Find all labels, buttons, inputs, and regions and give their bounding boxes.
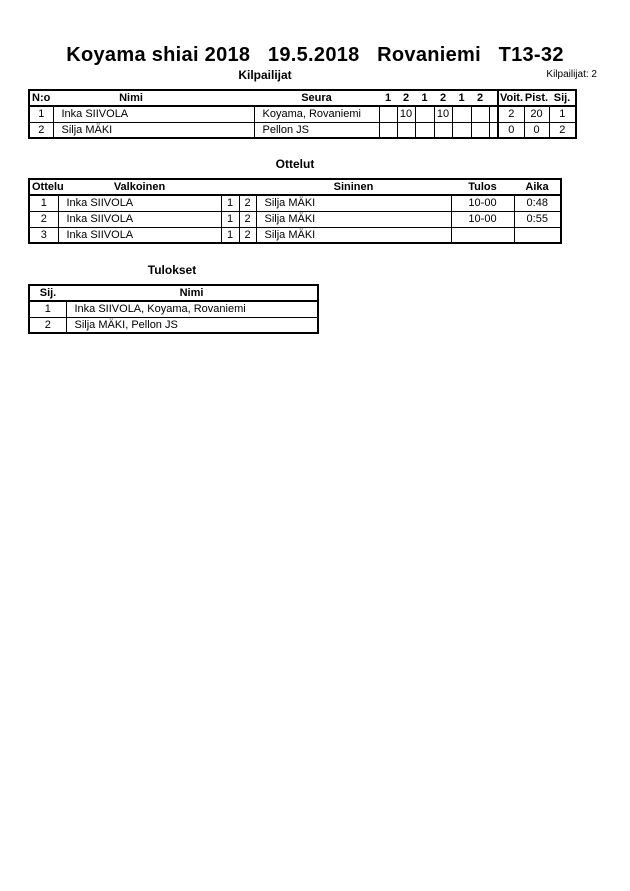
match-no-cell: 2 <box>29 211 58 227</box>
header-score-6: 2 <box>471 90 489 106</box>
wins-cell: 0 <box>498 122 524 138</box>
spacer-cell <box>489 106 498 122</box>
results-table <box>28 284 319 334</box>
score-cell <box>434 122 452 138</box>
header-pist: Pist. <box>524 92 549 104</box>
score-cell <box>452 122 471 138</box>
place-cell: 1 <box>29 301 66 317</box>
competitors-count: Kilpailijat: 2 <box>546 69 597 80</box>
header-no: N:o <box>29 90 53 106</box>
points-cell: 0 <box>524 122 549 138</box>
time-cell <box>514 227 561 243</box>
club-cell: Pellon JS <box>254 122 379 138</box>
competitors-header-row <box>29 90 576 106</box>
result-cell: 10-00 <box>451 195 514 211</box>
score-cell <box>379 106 397 122</box>
matches-table <box>28 178 562 244</box>
white-number-cell: 1 <box>221 195 239 211</box>
header-score-2: 2 <box>397 90 415 106</box>
header-score-1: 1 <box>379 90 397 106</box>
club-cell: Koyama, Rovaniemi <box>254 106 379 122</box>
score-cell <box>415 106 434 122</box>
score-cell <box>471 106 489 122</box>
score-cell: 10 <box>397 106 415 122</box>
header-aika: Aika <box>514 179 561 195</box>
no-cell: 1 <box>29 106 53 122</box>
header-tulos: Tulos <box>451 179 514 195</box>
score-cell <box>397 122 415 138</box>
header-sininen: Sininen <box>256 179 451 195</box>
white-name-cell: Inka SIIVOLA <box>58 211 221 227</box>
header-ottelu: Ottelu <box>29 179 58 195</box>
white-name-cell: Inka SIIVOLA <box>58 195 221 211</box>
competitors-table <box>28 89 577 139</box>
matches-heading: Ottelut <box>275 157 315 171</box>
name-cell: Silja MÄKI <box>53 122 254 138</box>
header-score-3: 1 <box>415 90 434 106</box>
score-cell <box>415 122 434 138</box>
place-cell: 2 <box>549 122 576 138</box>
result-cell <box>451 227 514 243</box>
match-row <box>29 195 561 211</box>
time-cell: 0:55 <box>514 211 561 227</box>
page-title: Koyama shiai 2018 19.5.2018 Rovaniemi T13-32 <box>66 44 564 66</box>
white-name-cell: Inka SIIVOLA <box>58 227 221 243</box>
header-sij: Sij. <box>549 90 576 106</box>
time-cell: 0:48 <box>514 195 561 211</box>
result-row <box>29 301 318 317</box>
competitors-heading: Kilpailijat <box>238 68 292 82</box>
header-score-4: 2 <box>434 90 452 106</box>
match-row <box>29 211 561 227</box>
place-cell: 2 <box>29 317 66 333</box>
score-cell: 10 <box>434 106 452 122</box>
header-sij: Sij. <box>29 285 66 301</box>
header-score-5: 1 <box>452 90 471 106</box>
results-heading: Tulokset <box>147 263 197 277</box>
blue-name-cell: Silja MÄKI <box>256 227 451 243</box>
points-cell: 20 <box>524 106 549 122</box>
results-header-row <box>29 285 318 301</box>
header-white-num <box>221 179 239 195</box>
result-name-cell: Silja MÄKI, Pellon JS <box>66 317 318 333</box>
name-cell: Inka SIIVOLA <box>53 106 254 122</box>
match-no-cell: 3 <box>29 227 58 243</box>
header-nimi: Nimi <box>66 285 318 301</box>
spacer-cell <box>489 122 498 138</box>
matches-header-row <box>29 179 561 195</box>
wins-cell: 2 <box>498 106 524 122</box>
competitor-row <box>29 106 576 122</box>
blue-number-cell: 2 <box>239 195 256 211</box>
match-no-cell: 1 <box>29 195 58 211</box>
competitor-row <box>29 122 576 138</box>
header-seura: Seura <box>254 90 379 106</box>
header-nimi: Nimi <box>53 90 254 106</box>
result-cell: 10-00 <box>451 211 514 227</box>
score-cell <box>452 106 471 122</box>
header-blue-num <box>239 179 256 195</box>
place-cell: 1 <box>549 106 576 122</box>
score-cell <box>471 122 489 138</box>
header-voit: Voit. <box>499 92 523 104</box>
blue-number-cell: 2 <box>239 227 256 243</box>
blue-name-cell: Silja MÄKI <box>256 195 451 211</box>
header-spacer <box>489 90 498 106</box>
blue-number-cell: 2 <box>239 211 256 227</box>
white-number-cell: 1 <box>221 227 239 243</box>
match-row <box>29 227 561 243</box>
no-cell: 2 <box>29 122 53 138</box>
blue-name-cell: Silja MÄKI <box>256 211 451 227</box>
score-cell <box>379 122 397 138</box>
header-valkoinen: Valkoinen <box>58 179 221 195</box>
result-row <box>29 317 318 333</box>
result-name-cell: Inka SIIVOLA, Koyama, Rovaniemi <box>66 301 318 317</box>
white-number-cell: 1 <box>221 211 239 227</box>
